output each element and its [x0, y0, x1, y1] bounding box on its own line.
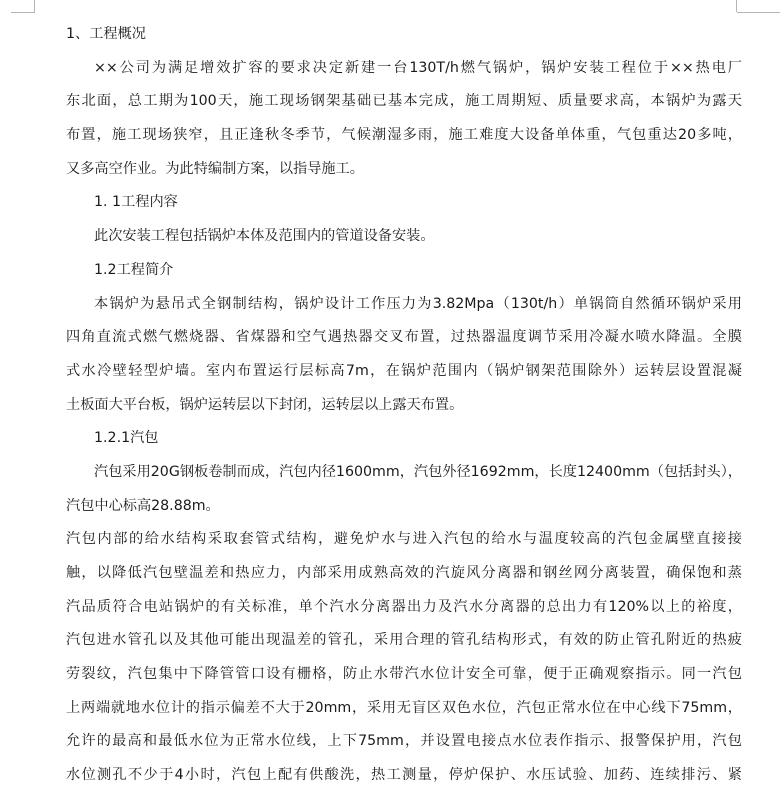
subsection-heading: 1. 1工程内容 [94, 194, 178, 211]
paragraph-line: 汽包中心标高28.88m。 [66, 497, 220, 514]
section-heading: 1、工程概况 [66, 26, 146, 42]
paragraph-line: 式水冷壁轻型炉墙。室内布置运行层标高7m，在锅炉范围内（锅炉钢架范围除外）运转层设置混凝 [66, 362, 742, 379]
paragraph-line: 四角直流式燃气燃烧器、省煤器和空气遇热器交叉布置，过热器温度调节采用冷凝水喷水降温。全膜 [66, 329, 742, 346]
paragraph-line: 上两端就地水位计的指示偏差不大于20mm，采用无盲区双色水位，汽包正常水位在中心线下75mm， [66, 699, 742, 716]
paragraph-line: 此次安装工程包括锅炉本体及范围内的管道设备安装。 [94, 228, 435, 245]
paragraph-line: 又多高空作业。为此特编制方案，以指导施工。 [66, 160, 364, 177]
document-body [66, 18, 742, 793]
margin-corner-mark-left [34, 0, 35, 12]
paragraph-line: 本锅炉为悬吊式全钢制结构，锅炉设计工作压力为3.82Mpa（130t/h）单锅筒自然循环锅炉采用 [94, 295, 742, 312]
paragraph-line: 允许的最高和最低水位为正常水位线，上下75mm，并设置电接点水位表作指示、报警保护用，汽包 [66, 733, 742, 750]
paragraph-line: 布置，施工现场狭窄，且正逢秋冬季节，气候潮湿多雨，施工难度大设备单体重，气包重达20多吨， [66, 127, 742, 144]
paragraph-line: 触，以降低汽包壁温差和热应力，内部采用成熟高效的汽旋风分离器和钢丝网分离装置，确保饱和蒸 [66, 565, 742, 581]
paragraph-line: 土板面大平台板，锅炉运转层以下封闭，运转层以上露天布置。 [66, 396, 464, 413]
paragraph-line: ××公司为满足增效扩容的要求决定新建一台130T/h燃气锅炉，锅炉安装工程位于××热电厂 [94, 59, 742, 76]
subsection-heading: 1.2.1汽包 [94, 430, 159, 447]
paragraph-line: 东北面，总工期为100天，施工现场钢架基础已基本完成，施工周期短、质量要求高，本锅炉为露天 [66, 93, 742, 110]
paragraph-line: 劳裂纹，汽包集中下降管管口设有栅格，防止水带汽水位计安全可靠，便于正确观察指示。同一汽包 [66, 666, 742, 683]
paragraph-line: 水位测孔不少于4小时，汽包上配有供酸洗，热工测量，停炉保护、水压试验、加药、连续排污、紧 [66, 767, 742, 784]
paragraph-line: 汽包内部的给水结构采取套管式结构，避免炉水与进入汽包的给水与温度较高的汽包金属壁直接接 [66, 531, 742, 548]
margin-corner-mark-right [736, 0, 737, 12]
paragraph-line: 汽包采用20G钢板卷制而成，汽包内径1600mm，汽包外径1692mm，长度12400mm（包括封头）， [94, 463, 742, 480]
subsection-heading: 1.2工程简介 [94, 261, 174, 278]
paragraph-line: 汽品质符合电站锅炉的有关标准，单个汽水分离器出力及汽水分离器的总出力有120%以上的裕度， [66, 598, 742, 615]
paragraph-line: 汽包进水管孔以及其他可能出现温差的管孔，采用合理的管孔结构形式，有效的防止管孔附近的热疲 [66, 632, 742, 649]
